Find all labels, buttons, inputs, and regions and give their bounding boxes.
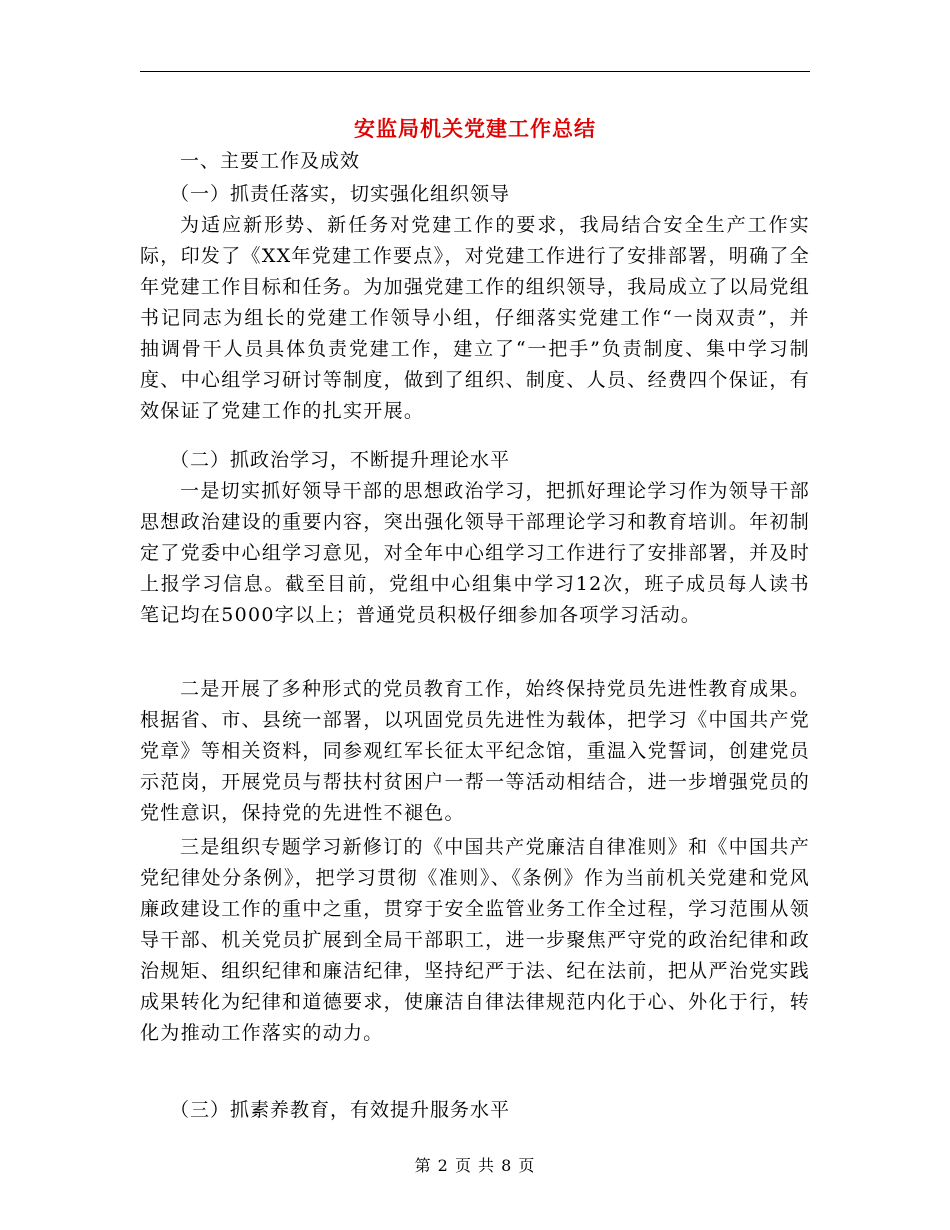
- subsection-heading-3: （三）抓素养教育，有效提升服务水平: [170, 1099, 511, 1121]
- header-rule: [140, 71, 810, 72]
- page-number-footer: 第 2 页 共 8 页: [414, 1156, 536, 1175]
- paragraph-3: 二是开展了多种形式的党员教育工作，始终保持党员先进性教育成果。根据省、市、县统一部署，以巩固党员先进性为载体，把学习《中国共产党党章》等相关资料，同参观红军长征太平纪念馆，重温入党誓词，创建党员示范岗，开展党员与帮扶村贫困户一帮一等活动相结合，进一步增强党员的党性意识，保持党的先进性不褪色。: [140, 678, 810, 824]
- document-title: 安监局机关党建工作总结: [354, 116, 596, 141]
- subsection-heading-1: （一）抓责任落实，切实强化组织领导: [170, 183, 511, 205]
- subsection-heading-2: （二）抓政治学习，不断提升理论水平: [170, 449, 511, 471]
- section-heading-1: 一、主要工作及成效: [180, 150, 361, 172]
- paragraph-2: 一是切实抓好领导干部的思想政治学习，把抓好理论学习作为领导干部思想政治建设的重要内容，突出强化领导干部理论学习和教育培训。年初制定了党委中心组学习意见，对全年中心组学习工作进行了安排部署，并及时上报学习信息。截至目前，党组中心组集中学习12次，班子成员每人读书笔记均在5000字以上；普通党员积极仔细参加各项学习活动。: [140, 480, 810, 626]
- paragraph-4: 三是组织专题学习新修订的《中国共产党廉洁自律准则》和《中国共产党纪律处分条例》，把学习贯彻《准则》、《条例》作为当前机关党建和党风廉政建设工作的重中之重，贯穿于安全监管业务工作全过程，学习范围从领导干部、机关党员扩展到全局干部职工，进一步聚焦严守党的政治纪律和政治规矩、组织纪律和廉洁纪律，坚持纪严于法、纪在法前，把从严治党实践成果转化为纪律和道德要求，使廉洁自律法律规范内化于心、外化于行，转化为推动工作落实的动力。: [140, 836, 810, 1044]
- paragraph-1: 为适应新形势、新任务对党建工作的要求，我局结合安全生产工作实际，印发了《XX年党建工作要点》，对党建工作进行了安排部署，明确了全年党建工作目标和任务。为加强党建工作的组织领导，我局成立了以局党组书记同志为组长的党建工作领导小组，仔细落实党建工作“一岗双责”，并抽调骨干人员具体负责党建工作，建立了“一把手”负责制度、集中学习制度、中心组学习研讨等制度，做到了组织、制度、人员、经费四个保证，有效保证了党建工作的扎实开展。: [140, 214, 810, 422]
